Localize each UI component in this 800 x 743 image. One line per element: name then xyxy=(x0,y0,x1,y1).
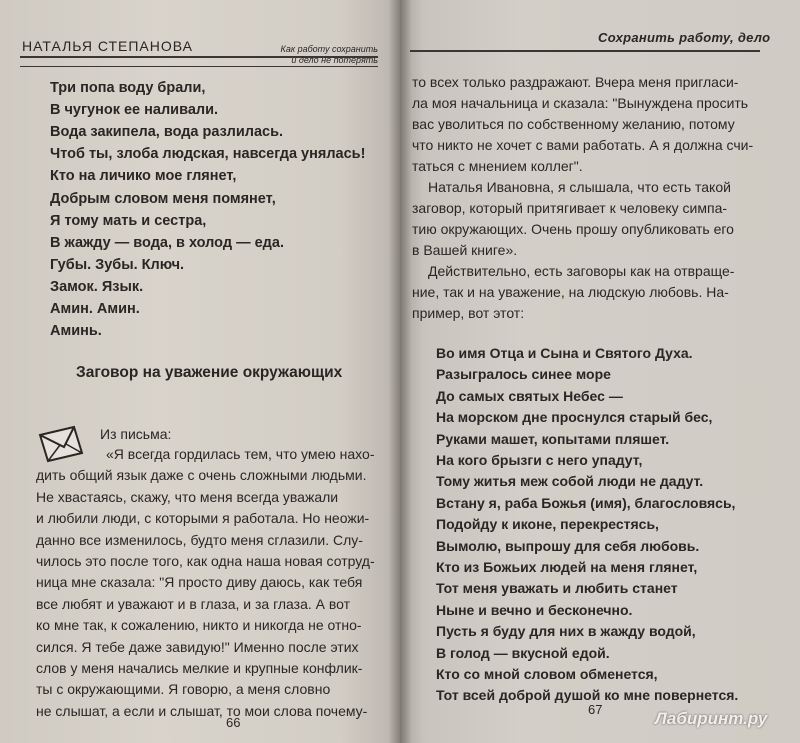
text-line: ние, так и на уважение, на людскую любовь. На- xyxy=(412,284,729,300)
text-line: все любят и уважают и в глаза, и за глаза. А вот xyxy=(36,595,351,612)
text-line: Вымолю, выпрошу для себя любовь. xyxy=(436,537,700,554)
header-rule-lower xyxy=(20,66,378,67)
text-line: Замок. Язык. xyxy=(50,278,144,295)
text-line: заговор, который притягивает к человеку симпа- xyxy=(412,200,728,216)
running-head-author: НАТАЛЬЯ СТЕПАНОВА xyxy=(22,38,193,54)
running-head: Сохранить работу, дело xyxy=(598,30,771,45)
text-line: До самых святых Небес — xyxy=(436,387,623,404)
text-line: не слышат, а если и слышат, то мои слова почему- xyxy=(36,702,368,719)
text-line: Тому житья меж собой люди не дадут. xyxy=(436,473,704,490)
text-line: «Я всегда гордилась тем, что умею нахо- xyxy=(106,446,375,462)
text-line: Действительно, есть заговоры как на отвраще- xyxy=(428,263,735,279)
text-line: На морском дне проснулся старый бес, xyxy=(436,409,713,426)
text-line: Губы. Зубы. Ключ. xyxy=(50,256,185,273)
text-line: На кого брызги с него упадут, xyxy=(436,452,643,468)
text-line: Я тому мать и сестра, xyxy=(50,212,207,229)
text-line: Встану я, раба Божья (имя), благословясь, xyxy=(436,494,736,511)
text-line: ко мне так, к сожалению, никто и никогда не отно- xyxy=(36,617,362,634)
text-line: В жажду — вода, в холод — еда. xyxy=(50,234,284,251)
text-line: Разыгралось синее море xyxy=(436,366,611,383)
text-line: Чтоб ты, злоба людская, навсегда унялась! xyxy=(50,146,366,163)
page-number: 67 xyxy=(588,702,603,717)
text-line: Три попа воду брали, xyxy=(50,80,206,96)
text-line: Кто на личико мое глянет, xyxy=(50,168,237,185)
right-page xyxy=(400,0,800,743)
text-line: Кто со мной словом обменется, xyxy=(436,666,658,682)
text-line: пример, вот этот: xyxy=(412,305,525,321)
text-line: таться с мнением коллег". xyxy=(412,158,583,174)
text-line: Аминь. xyxy=(50,323,102,340)
watermark-logo: Лабиринт.ру xyxy=(655,709,768,728)
running-head-title xyxy=(278,44,378,66)
text-line: Добрым словом меня помянет, xyxy=(50,190,276,207)
text-line: слов у меня начались мелкие и крупные конфлик- xyxy=(36,660,363,676)
text-line: ты с окружающими. Я говорю, а меня словно xyxy=(36,681,331,698)
envelope-icon xyxy=(34,423,92,463)
text-line: и любили люди, с которыми я работала. Но неожи- xyxy=(36,510,370,527)
text-line: Во имя Отца и Сына и Святого Духа. xyxy=(436,345,693,361)
section-heading: Заговор на уважение окружающих xyxy=(76,364,343,381)
text-line: данно все изменилось, будто меня сглазили. Слу- xyxy=(36,531,363,548)
text-line: В чугунок ее наливали. xyxy=(50,102,219,119)
text-line: дить общий язык даже с очень сложными людьми. xyxy=(36,467,367,484)
text-line: В голод — вкусной едой. xyxy=(436,644,610,661)
text-line: Кто из Божьих людей на меня глянет, xyxy=(436,559,698,575)
text-line: что никто не хочет с вами работать. А я должна счи- xyxy=(412,137,754,153)
text-line: ла моя начальница и сказала: "Вынуждена просить xyxy=(412,95,749,111)
page-number: 66 xyxy=(226,715,241,730)
text-line: Амин. Амин. xyxy=(50,301,140,317)
text-line: Подойду к иконе, перекрестясь, xyxy=(436,516,659,533)
running-head-title-line: Как работу сохранить xyxy=(280,44,378,54)
text-line: ница мне сказала: "Я просто диву даюсь, как тебя xyxy=(36,574,363,591)
text-line: то всех только раздражают. Вчера меня пригласи- xyxy=(412,74,739,90)
text-line: в Вашей книге». xyxy=(412,242,518,258)
text-line: вас уволиться по собственному желанию, потому xyxy=(412,116,735,132)
running-head-title-line: и дело не потерять xyxy=(291,55,378,65)
text-line: Тот меня уважать и любить станет xyxy=(436,580,678,597)
text-line: тию окружающих. Очень прошу опубликовать его xyxy=(412,221,734,237)
header-rule xyxy=(410,50,760,52)
text-line: сился. Я тебе даже завидую!" Именно после этих xyxy=(36,638,359,655)
text-line: Пусть я буду для них в жажду водой, xyxy=(436,623,696,640)
text-line: Наталья Ивановна, я слышала, что есть такой xyxy=(428,179,731,195)
letter-intro: Из письма: xyxy=(100,426,172,442)
text-line: Вода закипела, вода разлилась. xyxy=(50,124,284,141)
text-line: Тот всей доброй душой ко мне повернется. xyxy=(436,687,739,704)
text-line: Не хвастаясь, скажу, что меня всегда уважали xyxy=(36,488,339,505)
text-line: чилось это после того, как одна наша новая сотруд- xyxy=(36,553,375,569)
text-line: Ныне и вечно и бесконечно. xyxy=(436,601,633,618)
text-line: Руками машет, копытами пляшет. xyxy=(436,430,670,447)
